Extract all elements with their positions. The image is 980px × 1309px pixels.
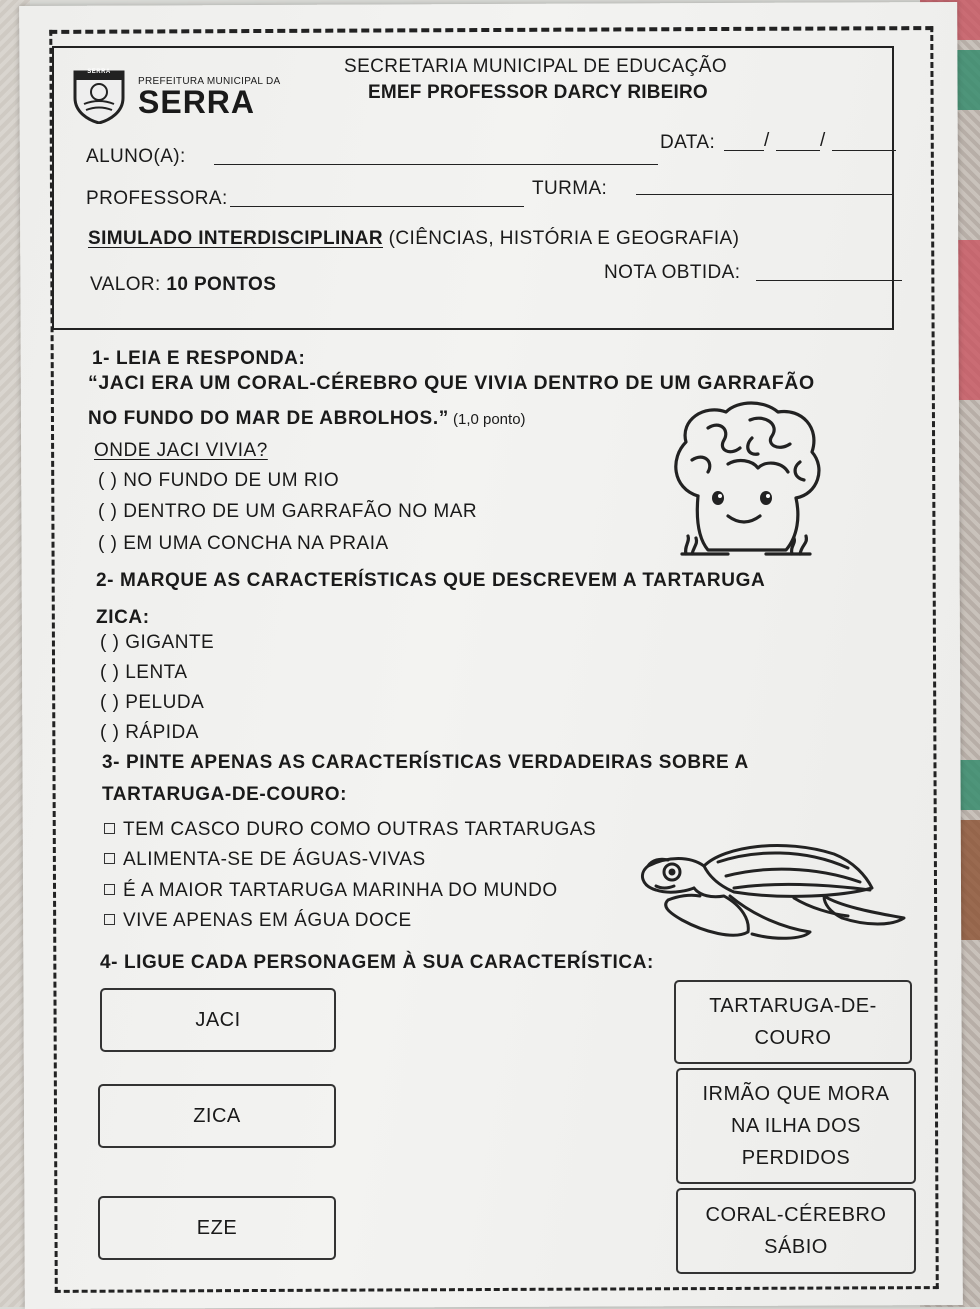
q4-title: 4- LIGUE CADA PERSONAGEM À SUA CARACTERÍSTICA: (100, 952, 654, 973)
data-label: DATA: (660, 132, 716, 153)
trait-2-line-1: IRMÃO QUE MORA (702, 1083, 890, 1105)
q1-option-3[interactable]: ( ) EM UMA CONCHA NA PRAIA (98, 533, 389, 554)
q2-title-line2: ZICA: (96, 607, 150, 628)
q1-quote-line1: “JACI ERA UM CORAL-CÉREBRO QUE VIVIA DENTRO DE UM GARRAFÃO (88, 372, 815, 394)
exam-title-bold: SIMULADO INTERDISCIPLINAR (88, 228, 383, 249)
trait-3-line-1: CORAL-CÉREBRO (705, 1204, 887, 1226)
valor-text (90, 274, 276, 296)
q1-option-1[interactable]: ( ) NO FUNDO DE UM RIO (98, 470, 340, 491)
q3-option-4[interactable] (104, 910, 412, 932)
q3-option-2[interactable] (104, 849, 426, 871)
trait-1-line-2: COURO (754, 1027, 832, 1049)
school-name: EMEF PROFESSOR DARCY RIBEIRO (368, 82, 708, 103)
secretaria-title: SECRETARIA MUNICIPAL DE EDUCAÇÃO (344, 56, 728, 77)
aluno-label: ALUNO(A): (86, 146, 186, 167)
trait-2-line-2: NA ILHA DOS (731, 1115, 861, 1137)
q1-quote-line2 (88, 408, 526, 430)
q3-option-2-text: ALIMENTA-SE DE ÁGUAS-VIVAS (123, 849, 426, 870)
character-box-jaci[interactable]: JACI (100, 988, 336, 1052)
q3-option-4-text: VIVE APENAS EM ÁGUA DOCE (123, 910, 412, 931)
q2-option-3[interactable]: ( ) PELUDA (100, 692, 205, 713)
prefeitura-label: PREFEITURA MUNICIPAL DA (138, 76, 281, 87)
trait-3-line-2: SÁBIO (764, 1236, 828, 1258)
nota-label: NOTA OBTIDA: (604, 262, 741, 283)
professora-line[interactable] (230, 206, 524, 207)
trait-box-irmao-ilha[interactable] (676, 1068, 916, 1184)
valor-label: VALOR: (90, 274, 167, 295)
q3-option-3-text: É A MAIOR TARTARUGA MARINHA DO MUNDO (123, 880, 558, 901)
trait-2-line-3: PERDIDOS (741, 1147, 851, 1169)
exam-title (88, 228, 739, 250)
q2-option-4[interactable]: ( ) RÁPIDA (100, 722, 199, 743)
aluno-line[interactable] (214, 164, 658, 165)
exam-title-subjects: (CIÊNCIAS, HISTÓRIA E GEOGRAFIA) (383, 228, 740, 249)
checkbox-icon[interactable] (104, 884, 115, 895)
q1-question: ONDE JACI VIVIA? (94, 440, 268, 461)
q1-quote-line2-text: NO FUNDO DO MAR DE ABROLHOS.” (88, 408, 449, 429)
q1-points: (1,0 ponto) (448, 411, 526, 428)
character-box-eze[interactable]: EZE (98, 1196, 336, 1260)
data-day-line[interactable] (724, 150, 764, 151)
q1-title: 1- LEIA E RESPONDA: (92, 348, 306, 369)
checkbox-icon[interactable] (104, 914, 115, 925)
q2-title-line1: 2- MARQUE AS CARACTERÍSTICAS QUE DESCREVEM A TARTARUGA (96, 570, 766, 591)
q2-option-1[interactable]: ( ) GIGANTE (100, 632, 215, 653)
checkbox-icon[interactable] (104, 853, 115, 864)
q2-option-2[interactable]: ( ) LENTA (100, 662, 188, 683)
data-separator-2: / (820, 130, 826, 151)
q3-title-line1: 3- PINTE APENAS AS CARACTERÍSTICAS VERDADEIRAS SOBRE A (102, 752, 749, 773)
q3-title-line2: TARTARUGA-DE-COURO: (102, 784, 347, 805)
turma-line[interactable] (636, 194, 894, 195)
q1-option-2[interactable]: ( ) DENTRO DE UM GARRAFÃO NO MAR (98, 501, 478, 522)
turma-label: TURMA: (532, 178, 608, 199)
city-name: SERRA (138, 84, 256, 120)
data-month-line[interactable] (776, 150, 820, 151)
brain-coral-icon (668, 398, 824, 566)
trait-1-line-1: TARTARUGA-DE- (709, 995, 877, 1017)
leatherback-turtle-icon (634, 836, 914, 948)
trait-box-tartaruga-de-couro[interactable] (674, 980, 912, 1064)
q3-option-1[interactable] (104, 819, 596, 841)
valor-value: 10 PONTOS (166, 274, 277, 295)
data-separator-1: / (764, 130, 770, 151)
trait-box-coral-cerebro[interactable] (676, 1188, 916, 1274)
character-box-zica[interactable]: ZICA (98, 1084, 336, 1148)
city-crest-icon (72, 68, 126, 124)
data-year-line[interactable] (832, 150, 896, 151)
q3-option-1-text: TEM CASCO DURO COMO OUTRAS TARTARUGAS (123, 819, 597, 840)
nota-line[interactable] (756, 280, 902, 281)
q3-option-3[interactable] (104, 880, 558, 902)
logo-badge-text: SERRA (87, 69, 111, 75)
professora-label: PROFESSORA: (86, 188, 228, 209)
checkbox-icon[interactable] (104, 823, 115, 834)
